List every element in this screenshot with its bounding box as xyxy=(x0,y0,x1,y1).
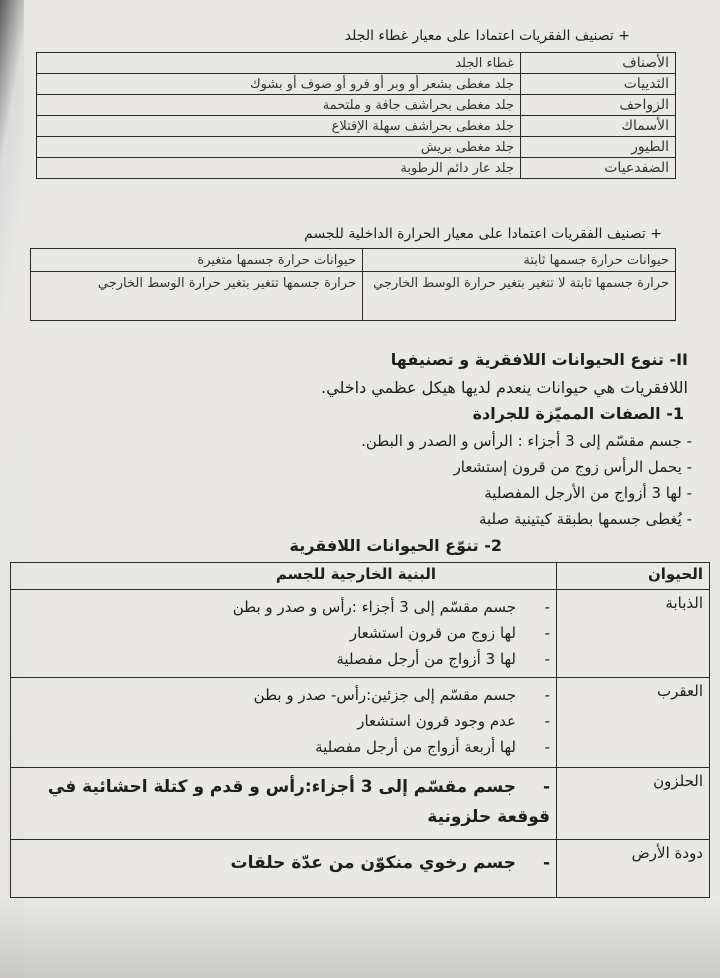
section2-title: + تصنيف الفقريات اعتمادا على معيار الحرارة الداخلية للجسم xyxy=(304,226,662,242)
subheading-invertebrate-diversity: 2- تنوّع الحيوانات اللافقرية xyxy=(289,536,502,555)
table-cell: الطيور xyxy=(521,137,676,158)
traits-cell xyxy=(11,840,557,898)
trait-line: -عدم وجود قرون استشعار xyxy=(357,712,550,730)
table-row xyxy=(37,137,676,158)
table-header-cell: الأصناف xyxy=(521,53,676,74)
animal-name: دودة الأرض xyxy=(557,840,710,898)
animal-name: الذبابة xyxy=(557,590,710,678)
table-row xyxy=(37,116,676,137)
section1-title: + تصنيف الفقريات اعتمادا على معيار غطاء الجلد xyxy=(344,28,630,44)
trait-line: -جسم مقسّم إلى 3 أجزاء :رأس و صدر و بطن xyxy=(232,598,550,616)
table-header-cell: البنية الخارجية للجسم xyxy=(11,563,557,590)
skin-cover-table xyxy=(36,52,676,179)
table-row xyxy=(11,840,710,898)
table-row xyxy=(31,249,676,272)
trait-line: -جسم مقسّم إلى جزئين:رأس- صدر و بطن xyxy=(253,686,550,704)
body-temperature-table xyxy=(30,248,676,321)
table-cell: جلد مغطى بحراشف جافة و ملتحمة xyxy=(37,95,521,116)
trait-line: -لها أربعة أزواج من أرجل مفصلية xyxy=(315,738,550,756)
table-row xyxy=(37,95,676,116)
table-header-cell: حيوانات حرارة جسمها ثابتة xyxy=(363,249,676,272)
table-cell: جلد مغطى بحراشف سهلة الإقتلاع xyxy=(37,116,521,137)
traits-cell xyxy=(11,590,557,678)
animal-name: العقرب xyxy=(557,678,710,768)
table-cell: جلد مغطى بريش xyxy=(37,137,521,158)
trait-line: -جسم مقسّم إلى 3 أجزاء:رأس و قدم و كتلة احشائية في قوقعة حلزونية xyxy=(47,777,550,827)
worksheet-page xyxy=(24,0,720,978)
trait-line: -جسم رخوي منكوّن من عدّة حلقات xyxy=(230,853,550,873)
trait-line: -لها 3 أزواج من أرجل مفصلية xyxy=(336,650,550,668)
intro-text: اللافقريات هي حيوانات ينعدم لديها هيكل عظمي داخلي. xyxy=(321,378,688,397)
bullet-item: - لها 3 أزواج من الأرجل المفصلية xyxy=(484,484,692,502)
table-cell: الثدييات xyxy=(521,74,676,95)
table-row xyxy=(11,678,710,768)
table-cell: حرارة جسمها ثابتة لا تتغير بتغير حرارة الوسط الخارجي xyxy=(363,272,676,321)
bullet-item: - جسم مقسّم إلى 3 أجزاء : الرأس و الصدر و البطن. xyxy=(361,432,692,450)
bullet-item: - يحمل الرأس زوج من قرون إستشعار xyxy=(453,458,692,476)
table-row xyxy=(11,768,710,840)
table-cell: جلد مغطى بشعر أو وبر أو فرو أو صوف أو بشوك xyxy=(37,74,521,95)
animal-name: الحلزون xyxy=(557,768,710,840)
table-cell: الزواحف xyxy=(521,95,676,116)
traits-cell xyxy=(11,768,557,840)
table-row xyxy=(37,158,676,179)
table-cell: الضفدعيات xyxy=(521,158,676,179)
subheading-locust-traits: 1- الصفات المميّزة للجرادة xyxy=(472,404,684,423)
invertebrates-table xyxy=(10,562,710,898)
table-header-cell: غطاء الجلد xyxy=(37,53,521,74)
bullet-item: - يُغطى جسمها بطبقة كيتينية صلبة xyxy=(478,510,692,528)
table-row xyxy=(37,74,676,95)
section-heading: II- تنوع الحيوانات اللافقرية و تصنيفها xyxy=(390,350,688,369)
table-row xyxy=(37,53,676,74)
trait-line: -لها زوج من قرون استشعار xyxy=(349,624,550,642)
table-header-cell: الحيوان xyxy=(557,563,710,590)
table-header-cell: حيوانات حرارة جسمها متغيرة xyxy=(31,249,363,272)
table-cell: جلد عار دائم الرطوبة xyxy=(37,158,521,179)
table-row xyxy=(11,563,710,590)
traits-cell xyxy=(11,678,557,768)
table-row xyxy=(11,590,710,678)
table-cell: الأسماك xyxy=(521,116,676,137)
table-cell: حرارة جسمها تتغير بتغير حرارة الوسط الخارجي xyxy=(31,272,363,321)
table-row xyxy=(31,272,676,321)
